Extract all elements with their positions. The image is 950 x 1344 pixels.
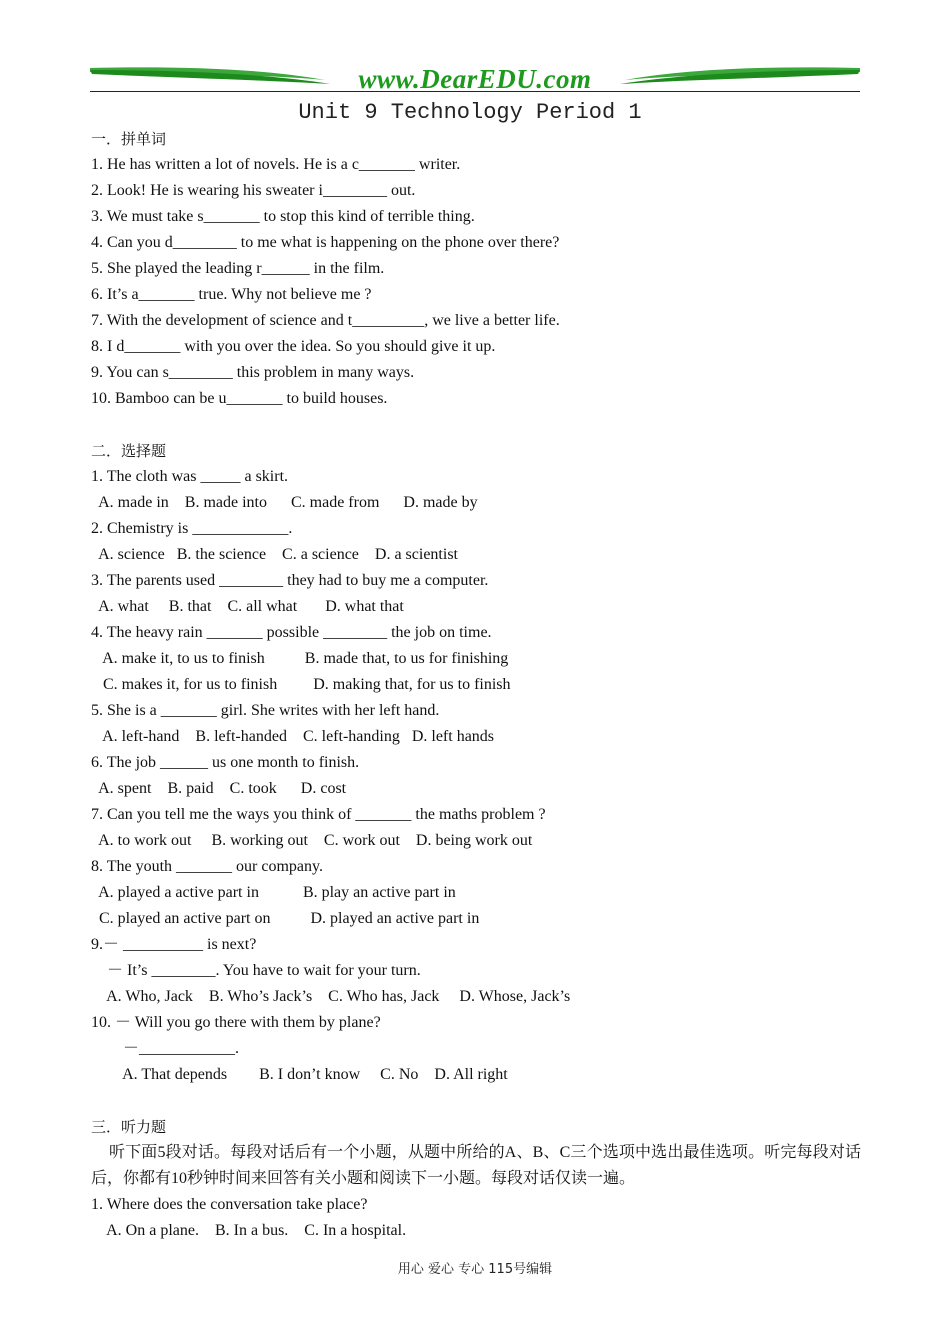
page-footer: 用心 爱心 专心 115号编辑	[397, 1262, 553, 1277]
question-stem: 9.－ __________ is next?	[91, 936, 257, 953]
answer-options: A. left-hand B. left-handed C. left-handing D. left hands	[91, 728, 495, 745]
spelling-item: 6. It’s a_______ true. Why not believe me ?	[91, 286, 372, 303]
answer-options: A. to work out B. working out C. work out D. being work out	[91, 832, 533, 849]
question-stem: 5. She is a _______ girl. She writes with her left hand.	[91, 702, 440, 719]
spelling-item: 1. He has written a lot of novels. He is a c_______ writer.	[91, 156, 461, 173]
dialogue-line: －____________.	[91, 1040, 240, 1057]
answer-options: A. make it, to us to finish B. made that, to us for finishing	[91, 650, 509, 667]
spelling-item: 10. Bamboo can be u_______ to build houses.	[91, 390, 388, 407]
dialogue-line: － It’s ________. You have to wait for your turn.	[91, 962, 421, 979]
spelling-item: 4. Can you d________ to me what is happening on the phone over there?	[91, 234, 560, 251]
answer-options: C. played an active part on D. played an active part in	[91, 910, 480, 927]
spacer	[91, 1088, 861, 1114]
question-stem: 3. The parents used ________ they had to buy me a computer.	[91, 572, 489, 589]
section-heading-multiple-choice: 二．选择题	[91, 442, 167, 460]
question-stem: 1. Where does the conversation take place?	[91, 1196, 368, 1213]
spelling-item: 9. You can s________ this problem in many ways.	[91, 364, 415, 381]
spelling-item: 7. With the development of science and t_________, we live a better life.	[91, 312, 560, 329]
banner-site-name: www.DearEDU.com	[358, 64, 592, 94]
question-stem: 1. The cloth was _____ a skirt.	[91, 468, 289, 485]
worksheet-body	[91, 126, 861, 1244]
spelling-item: 2. Look! He is wearing his sweater i________ out.	[91, 182, 416, 199]
question-stem: 8. The youth _______ our company.	[91, 858, 323, 875]
section-heading-spelling: 一．拼单词	[91, 130, 167, 148]
spelling-item: 8. I d_______ with you over the idea. So you should give it up.	[91, 338, 496, 355]
answer-options: A. spent B. paid C. took D. cost	[91, 780, 347, 797]
question-stem: 2. Chemistry is ____________.	[91, 520, 293, 537]
answer-options: A. That depends B. I don’t know C. No D. All right	[91, 1066, 508, 1083]
answer-options: A. made in B. made into C. made from D. made by	[91, 494, 478, 511]
question-stem: 4. The heavy rain _______ possible ________ the job on time.	[91, 624, 492, 641]
answer-options: A. science B. the science C. a science D. a scientist	[91, 546, 458, 563]
answer-options: A. On a plane. B. In a bus. C. In a hospital.	[91, 1222, 407, 1239]
answer-options: A. played a active part in B. play an active part in	[91, 884, 456, 901]
answer-options: A. Who, Jack B. Who’s Jack’s C. Who has, Jack D. Whose, Jack’s	[91, 988, 571, 1005]
answer-options: C. makes it, for us to finish D. making that, for us to finish	[91, 676, 511, 693]
listening-instructions: 听下面5段对话。每段对话后有一个小题，从题中所给的A、B、C三个选项中选出最佳选项。听完每段对话后，你都有10秒钟时间来回答有关小题和阅读下一小题。每段对话仅读一遍。	[91, 1144, 861, 1187]
header-rule	[90, 91, 860, 92]
spacer	[91, 412, 861, 438]
question-stem: 6. The job ______ us one month to finish.	[91, 754, 360, 771]
answer-options: A. what B. that C. all what D. what that	[91, 598, 404, 615]
page-title: Unit 9 Technology Period 1	[298, 100, 642, 125]
section-heading-listening: 三．听力题	[91, 1118, 167, 1136]
spelling-item: 3. We must take s_______ to stop this kind of terrible thing.	[91, 208, 475, 225]
question-stem: 7. Can you tell me the ways you think of _______ the maths problem ?	[91, 806, 546, 823]
spelling-item: 5. She played the leading r______ in the film.	[91, 260, 385, 277]
question-stem: 10. － Will you go there with them by plane?	[91, 1014, 381, 1031]
